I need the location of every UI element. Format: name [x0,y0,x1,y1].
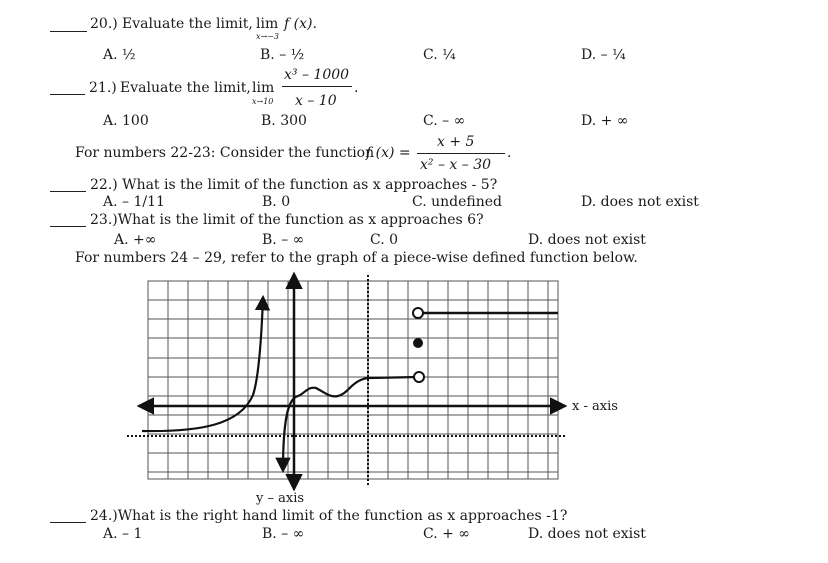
q24-text: 24.)What is the right hand limit of the function as x approaches -1? [90,508,568,524]
q21-lim-word: lim [252,80,275,96]
q21-period: . [354,80,359,96]
q20-choice-b: B. – ½ [260,47,305,63]
q24-choice-d: D. does not exist [528,526,646,542]
q23-choice-c: C. 0 [370,232,399,248]
q21-choice-d: D. + ∞ [581,113,629,129]
q20-prompt: Evaluate the limit, [122,16,253,32]
q20-lim-expr: f (x). [284,16,317,32]
intro-22-23-fx: f (x) = [366,145,411,161]
q22-choice-b: B. 0 [262,194,291,210]
q23-choice-a: A. +∞ [114,232,157,248]
q20-number: 20.) [90,16,118,32]
q21-number: 21.) [89,80,117,96]
intro-24-29-text: For numbers 24 – 29, refer to the graph of a piece-wise defined function below. [75,250,638,266]
q22-choice-a: A. – 1/11 [103,194,165,210]
q22-choice-c: C. undefined [412,194,502,210]
q21-choice-a: A. 100 [103,113,149,129]
intro-22-23-numerator: x + 5 [437,134,475,150]
open-circle-upper [413,308,423,318]
intro-22-23-period: . [507,145,512,161]
q23-choice-b: B. – ∞ [262,232,305,248]
q20-choice-a: A. ½ [103,47,136,63]
q20-choice-c: C. ¼ [423,47,456,63]
y-axis-label: y – axis [256,491,305,506]
q22-choice-d: D. does not exist [581,194,699,210]
open-circle-lower [414,372,424,382]
curve-right-branch [283,377,418,470]
q23-text: 23.)What is the limit of the function as x approaches 6? [90,212,484,228]
q20-lim-word: lim [256,16,279,32]
q24-choice-b: B. – ∞ [262,526,305,542]
q23-choice-d: D. does not exist [528,232,646,248]
q21-denominator: x – 10 [295,93,337,109]
q24-choice-c: C. + ∞ [423,526,470,542]
answer-blank-24[interactable] [50,522,86,523]
intro-22-23-text: For numbers 22-23: Consider the function [75,145,375,161]
q20-lim-sub: x→−3 [256,32,280,41]
closed-dot [413,338,423,348]
curve-left-branch [142,298,263,431]
q21-lim-sub: x→10 [252,97,274,106]
q24-choice-a: A. – 1 [103,526,143,542]
x-axis-label: x - axis [572,399,618,414]
q22-text: 22.) What is the limit of the function as x approaches - 5? [90,177,498,193]
graph-grid [148,281,558,479]
q21-choice-c: C. – ∞ [423,113,466,129]
q20-choice-d: D. – ¼ [581,47,626,63]
q21-numerator: x³ – 1000 [284,67,350,83]
q21-choice-b: B. 300 [261,113,307,129]
q21-prompt: Evaluate the limit, [120,80,251,96]
intro-22-23-denominator: x² – x – 30 [420,157,492,173]
